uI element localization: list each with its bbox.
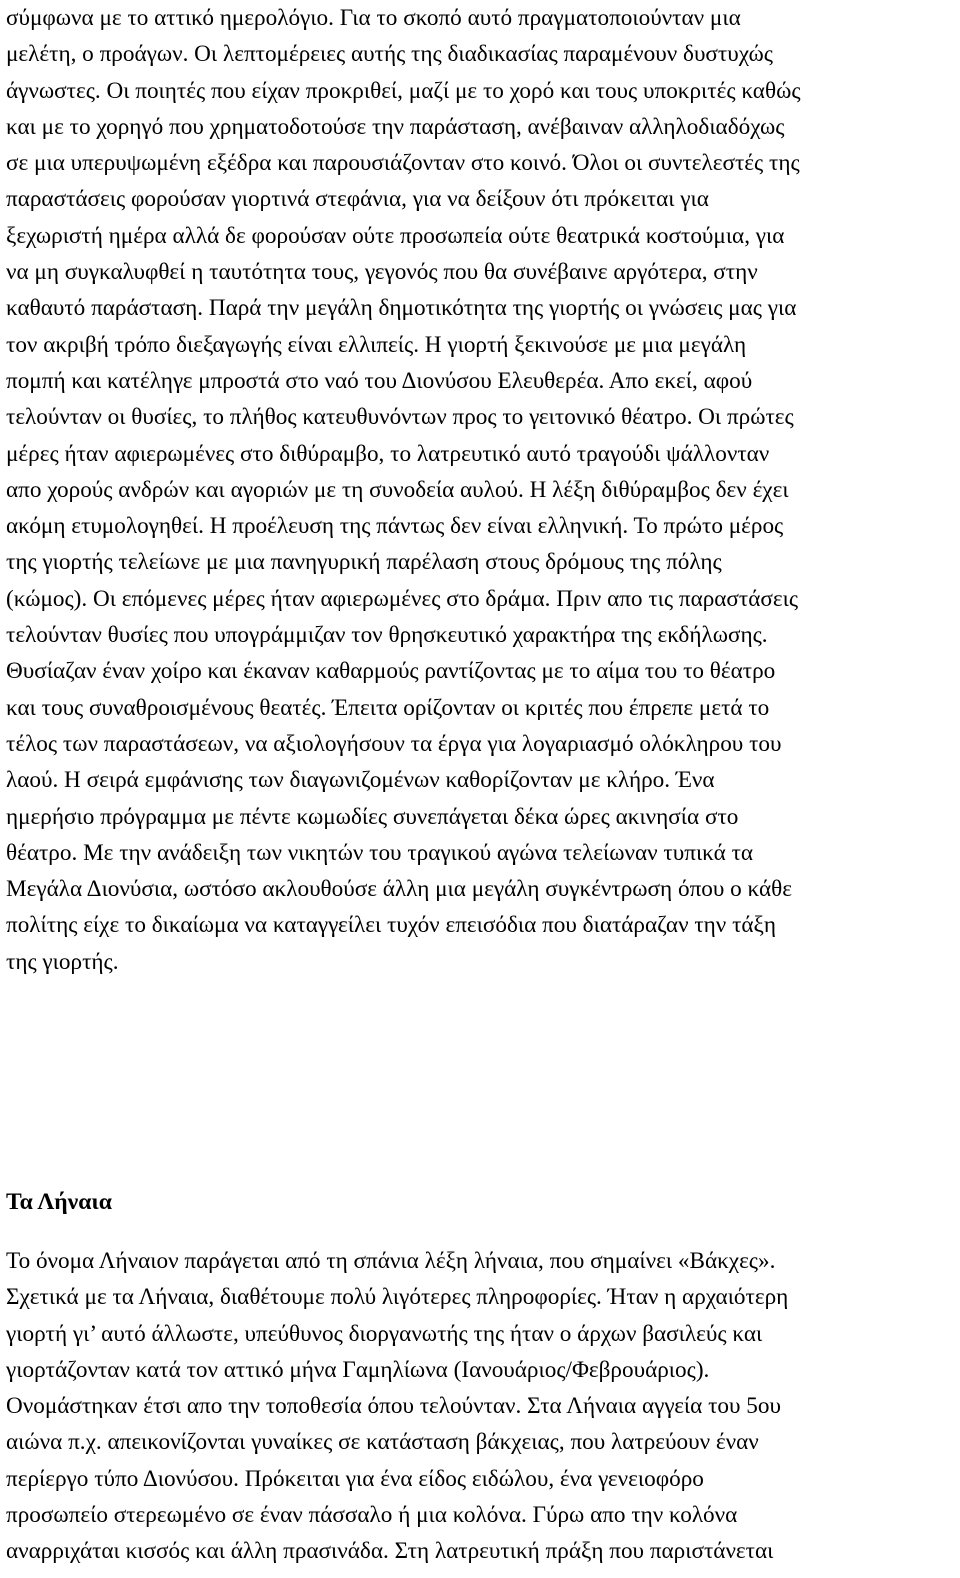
text-line: της γιορτής. — [6, 948, 119, 975]
text-line: να μη συγκαλυφθεί η ταυτότητα τους, γεγονός που θα συνέβαινε αργότερα, στην — [6, 259, 758, 286]
text-line: και με το χορηγό που χρηματοδοτούσε την παράσταση, ανέβαιναν αλληλοδιαδόχως — [6, 113, 785, 140]
text-line: Το όνομα Λήναιον παράγεται από τη σπάνια λέξη λήναια, που σημαίνει «Βάκχες». — [6, 1248, 776, 1274]
text-line: θέατρο. Με την ανάδειξη των νικητών του τραγικού αγώνα τελείωναν τυπικά τα — [6, 839, 754, 866]
text-line: περίεργο τύπο Διονύσου. Πρόκειται για ένα είδος ειδώλου, ένα γενειοφόρο — [6, 1465, 704, 1492]
text-line: αναρριχάται κισσός και άλλη πρασινάδα. Στη λατρευτική πράξη που παριστάνεται — [6, 1538, 774, 1565]
text-line: αιώνα π.χ. απεικονίζονται γυναίκες σε κατάσταση βάκχειας, που λατρεύουν έναν — [6, 1429, 759, 1456]
text-line: μέρες ήταν αφιερωμένες στο διθύραμβο, το λατρευτικό αυτό τραγούδι ψάλλονταν — [6, 440, 770, 467]
text-line: ξεχωριστή ημέρα αλλά δε φορούσαν ούτε προσωπεία ούτε θεατρικά κοστούμια, για — [6, 222, 785, 249]
text-line: Μεγάλα Διονύσια, ωστόσο ακλουθούσε άλλη μια μεγάλη συγκέντρωση όπου ο κάθε — [6, 876, 793, 903]
text-line: της γιορτής τελείωνε με μια πανηγυρική παρέλαση στους δρόμους της πόλης — [6, 549, 722, 576]
text-line: παραστάσεις φορούσαν γιορτινά στεφάνια, για να δείξουν ότι πρόκειται για — [6, 186, 709, 213]
section-heading: Τα Λήναια — [6, 1189, 112, 1215]
text-line: Θυσίαζαν έναν χοίρο και έκαναν καθαρμούς ραντίζοντας με το αίμα του το θέατρο — [6, 658, 776, 685]
text-line: γιορτάζονταν κατά τον αττικό μήνα Γαμηλίωνα (Ιανουάριος/Φεβρουάριος). — [6, 1356, 710, 1383]
text-line: τέλος των παραστάσεων, να αξιολογήσουν τα έργα για λογαριασμό ολόκληρου του — [6, 730, 782, 757]
text-line: καθαυτό παράσταση. Παρά την μεγάλη δημοτικότητα της γιορτής οι γνώσεις μας για — [6, 295, 797, 322]
text-line: τελούνταν οι θυσίες, το πλήθος κατευθυνόντων προς το γειτονικό θέατρο. Οι πρώτες — [6, 404, 794, 431]
text-line: σύμφωνα με το αττικό ημερολόγιο. Για το σκοπό αυτό πραγματοποιούνταν μια — [6, 5, 741, 31]
text-line: μελέτη, ο προάγων. Οι λεπτομέρειες αυτής της διαδικασίας παραμένουν δυστυχώς — [6, 41, 773, 68]
text-line: πολίτης είχε το δικαίωμα να καταγγείλει τυχόν επεισόδια που διατάραζαν την τάξη — [6, 912, 776, 939]
text-line: λαού. Η σειρά εμφάνισης των διαγωνιζομένων καθορίζονταν με κλήρο. Ένα — [6, 767, 715, 794]
text-line: τον ακριβή τρόπο διεξαγωγής είναι ελλιπείς. Η γιορτή ξεκινούσε με μια μεγάλη — [6, 331, 747, 358]
text-line: απο χορούς ανδρών και αγοριών με τη συνοδεία αυλού. Η λέξη διθύραμβος δεν έχει — [6, 476, 789, 503]
text-line: άγνωστες. Οι ποιητές που είχαν προκριθεί, μαζί με το χορό και τους υποκριτές καθώς — [6, 77, 801, 104]
text-line: και τους συναθροισμένους θεατές. Έπειτα ορίζονταν οι κριτές που έπρεπε μετά το — [6, 694, 770, 721]
document-page — [6, 0, 950, 1565]
text-line: προσωπείο στερεωμένο σε έναν πάσσαλο ή μια κολόνα. Γύρω απο την κολόνα — [6, 1502, 738, 1529]
text-line: πομπή και κατέληγε μπροστά στο ναό του Διονύσου Ελευθερέα. Απο εκεί, αφού — [6, 367, 753, 394]
text-line: γιορτή γι’ αυτό άλλωστε, υπεύθυνος διοργανωτής της ήταν ο άρχων βασιλεύς και — [6, 1320, 763, 1347]
text-line: σε μια υπερυψωμένη εξέδρα και παρουσιάζονταν στο κοινό. Όλοι οι συντελεστές της — [6, 150, 800, 177]
paragraph-dionysia — [6, 0, 950, 980]
text-line: τελούνταν θυσίες που υπογράμμιζαν τον θρησκευτικό χαρακτήρα της εκδήλωσης. — [6, 622, 768, 649]
paragraph-lenaia — [6, 1243, 788, 1570]
text-line: Σχετικά με τα Λήναια, διαθέτουμε πολύ λιγότερες πληροφορίες. Ήταν η αρχαιότερη — [6, 1284, 789, 1311]
text-line: ημερήσιο πρόγραμμα με πέντε κωμωδίες συνεπάγεται δέκα ώρες ακινησία στο — [6, 803, 739, 830]
text-line: (κώμος). Οι επόμενες μέρες ήταν αφιερωμένες στο δράμα. Πριν απο τις παραστάσεις — [6, 585, 799, 612]
text-line: Ονομάστηκαν έτσι απο την τοποθεσία όπου τελούνταν. Στα Λήναια αγγεία του 5ου — [6, 1393, 781, 1420]
text-line: ακόμη ετυμολογηθεί. Η προέλευση της πάντως δεν είναι ελληνική. Το πρώτο μέρος — [6, 513, 784, 540]
